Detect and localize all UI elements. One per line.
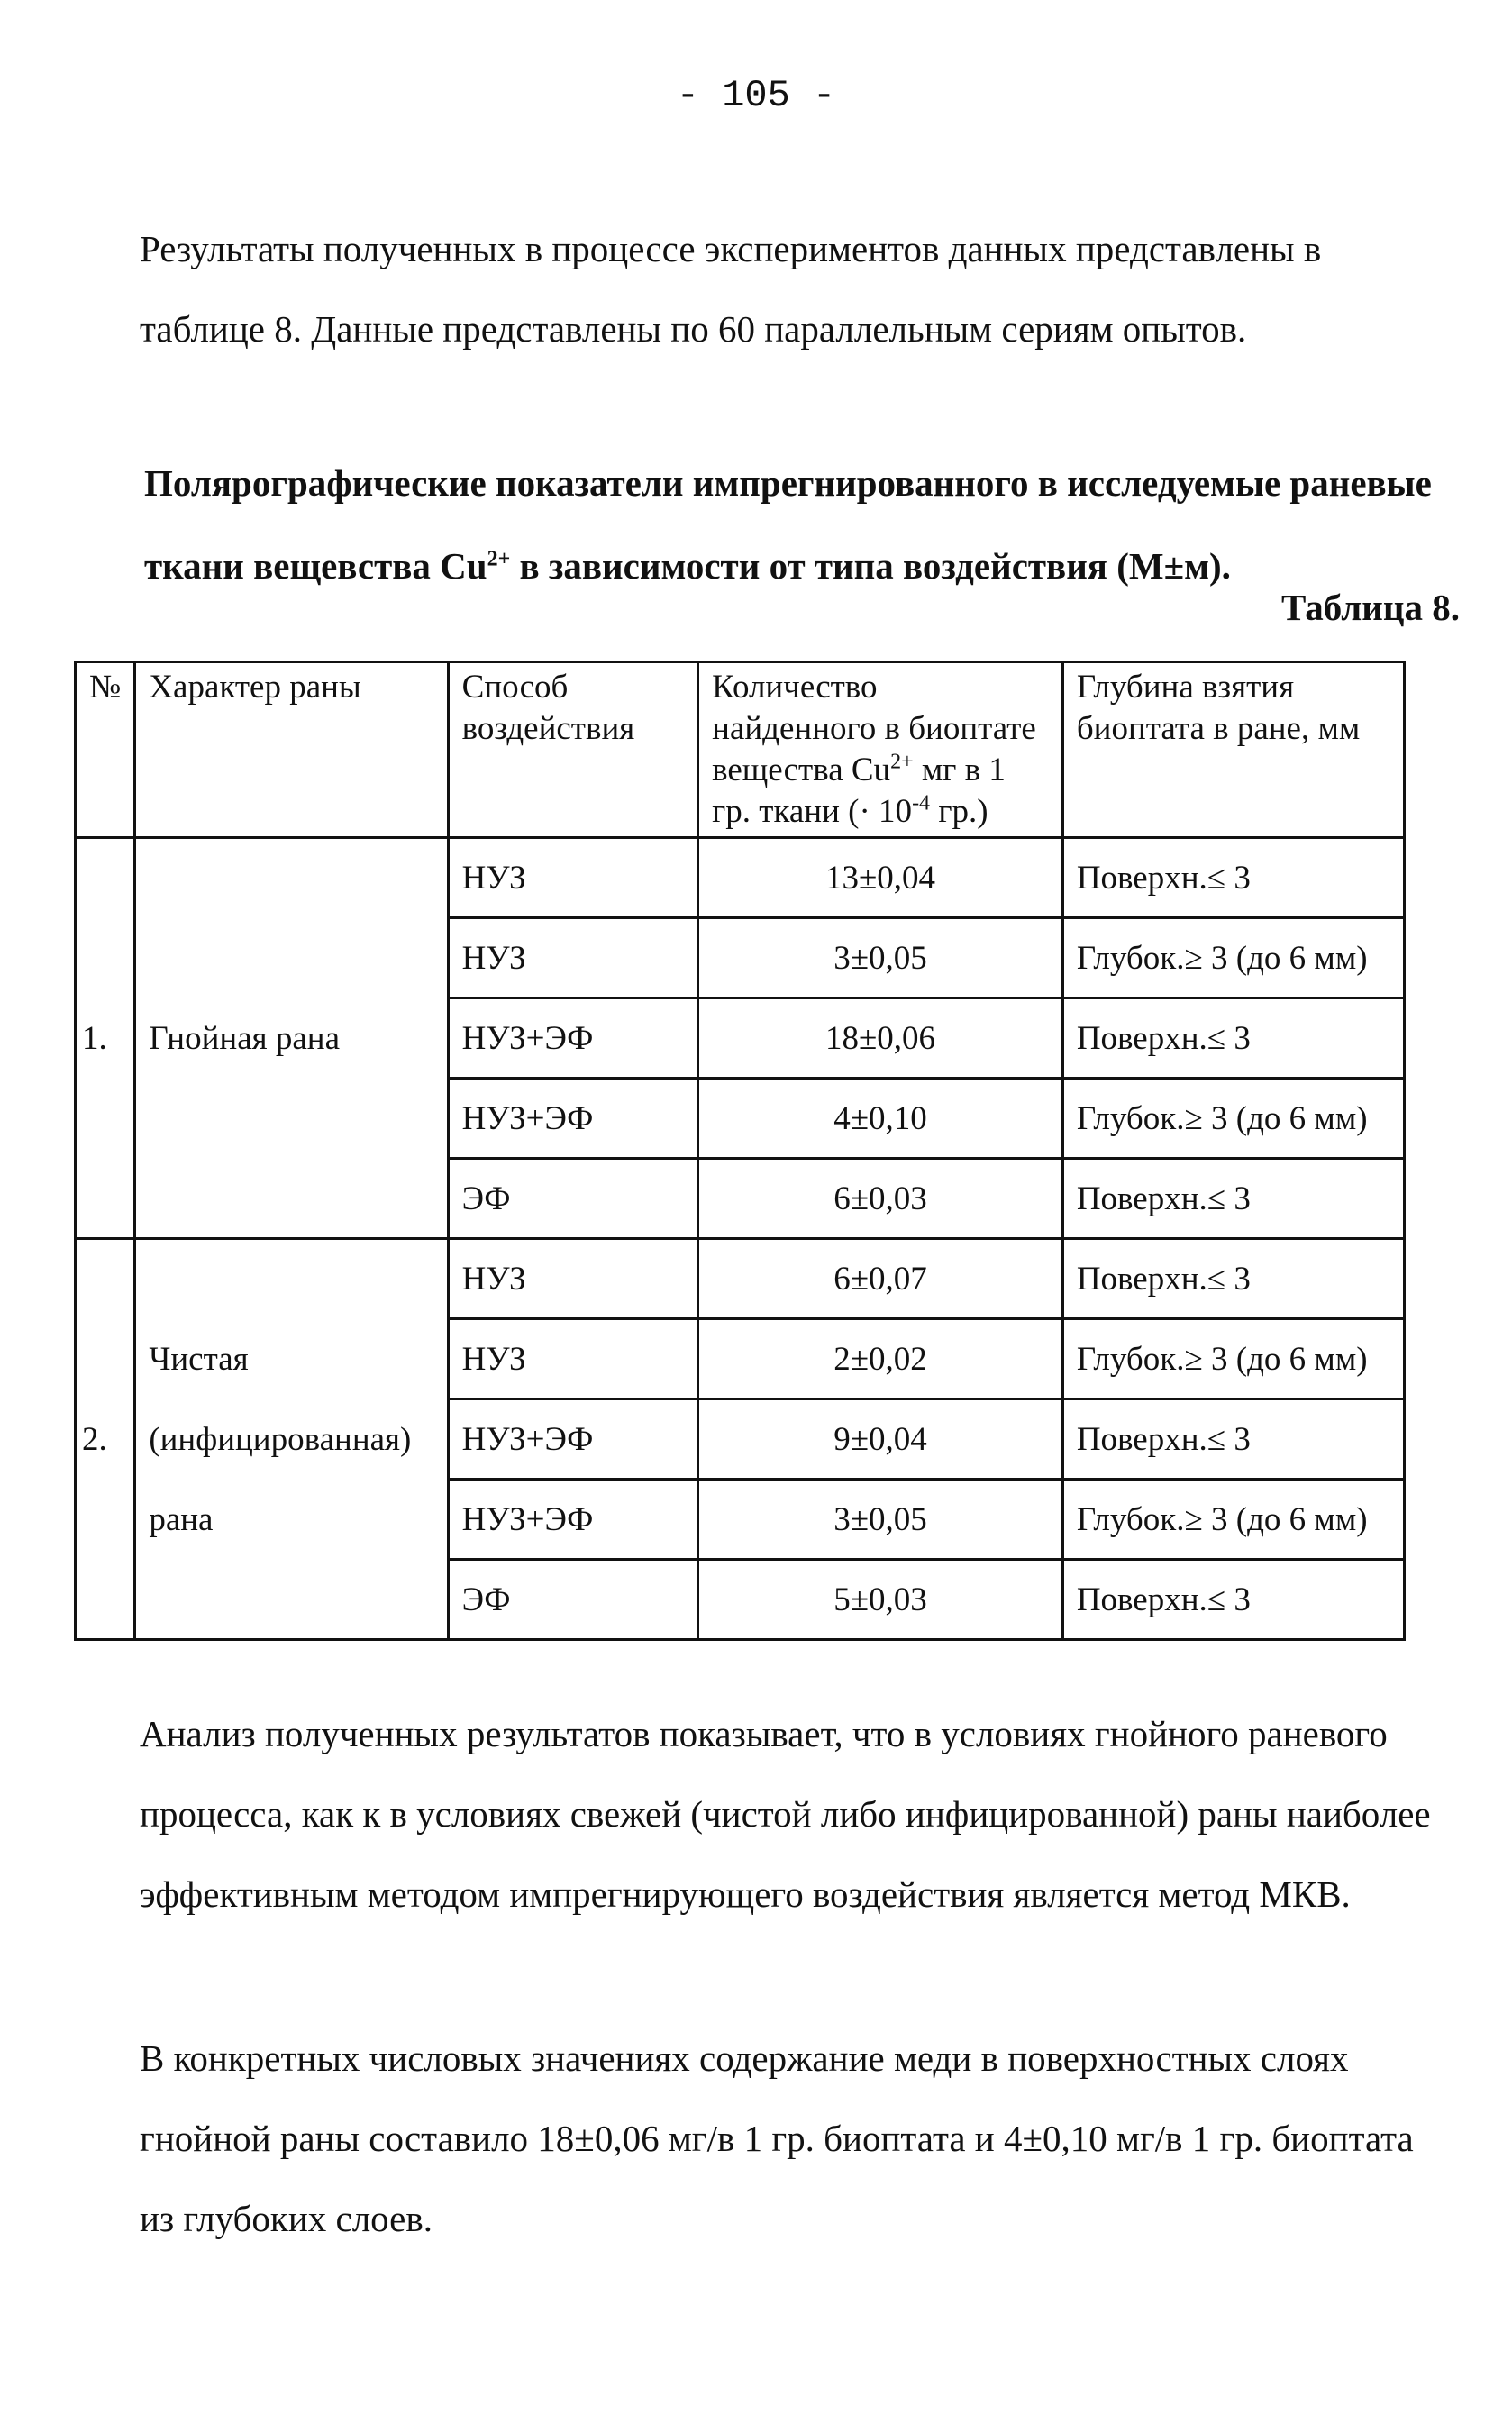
depth-cell: Поверхн.≤ 3 [1062, 1159, 1404, 1239]
quantity-cell: 3±0,05 [698, 918, 1063, 998]
wound-type: Гнойная рана [135, 838, 448, 1239]
table-title-superscript: 2+ [487, 547, 511, 571]
depth-cell: Поверхн.≤ 3 [1062, 838, 1404, 918]
table-row [76, 1239, 1405, 1319]
wound-type: Чистая (инфицированная) рана [135, 1239, 448, 1640]
quantity-cell: 5±0,03 [698, 1560, 1063, 1640]
quantity-cell: 18±0,06 [698, 998, 1063, 1079]
depth-cell: Поверхн.≤ 3 [1062, 1560, 1404, 1640]
header-quantity-text-2: мг в 1 гр. ткани (· 10 [712, 752, 1006, 830]
table-row [76, 838, 1405, 918]
depth-cell: Поверхн.≤ 3 [1062, 1399, 1404, 1480]
quantity-cell: 4±0,10 [698, 1079, 1063, 1159]
header-num: № [76, 662, 135, 838]
method-cell: НУЗ+ЭФ [448, 998, 697, 1079]
header-quantity [698, 662, 1063, 838]
depth-cell: Глубок.≥ 3 (до 6 мм) [1062, 1079, 1404, 1159]
depth-cell: Глубок.≥ 3 (до 6 мм) [1062, 1319, 1404, 1399]
group-number: 2. [76, 1239, 135, 1640]
group-number: 1. [76, 838, 135, 1239]
analysis-paragraph: Анализ полученных результатов показывает, что в условиях гнойного раневого процесса, как к в условиях свежей (чистой либо инфицированной) раны наиболее эффективным методом импрегнирующего воздействия является метод МКВ. [140, 1713, 1431, 1915]
quantity-cell: 6±0,03 [698, 1159, 1063, 1239]
method-cell: НУЗ [448, 1239, 697, 1319]
conclusion-paragraph: В конкретных числовых значениях содержание меди в поверхностных слоях гнойной раны составило 18±0,06 мг/в 1 гр. биоптата и 4±0,10 мг/в 1 гр. биоптата из глубоких слоев. [140, 2037, 1414, 2239]
quantity-cell: 3±0,05 [698, 1480, 1063, 1560]
table-caption: Таблица 8. [1280, 587, 1460, 628]
method-cell: НУЗ [448, 918, 697, 998]
method-cell: НУЗ+ЭФ [448, 1399, 697, 1480]
method-cell: НУЗ+ЭФ [448, 1079, 697, 1159]
quantity-cell: 2±0,02 [698, 1319, 1063, 1399]
header-quantity-text-3: гр.) [930, 793, 988, 830]
header-method: Способ воздействия [448, 662, 697, 838]
header-wound: Характер раны [135, 662, 448, 838]
depth-cell: Поверхн.≤ 3 [1062, 1239, 1404, 1319]
header-quantity-sup: 2+ [890, 750, 914, 774]
header-quantity-text: Количество найденного в биоптате вещества Cu [712, 669, 1036, 788]
header-depth: Глубина взятия биоптата в ране, мм [1062, 662, 1404, 838]
method-cell: НУЗ [448, 838, 697, 918]
depth-cell: Глубок.≥ 3 (до 6 мм) [1062, 1480, 1404, 1560]
table-title-text-end: в зависимости от типа воздействия (М±м). [510, 545, 1231, 587]
intro-paragraph: Результаты полученных в процессе экспериментов данных представлены в таблице 8. Данные представлены по 60 параллельным сериям опытов. [140, 228, 1322, 350]
depth-cell: Поверхн.≤ 3 [1062, 998, 1404, 1079]
quantity-cell: 6±0,07 [698, 1239, 1063, 1319]
method-cell: НУЗ [448, 1319, 697, 1399]
method-cell: ЭФ [448, 1159, 697, 1239]
table-title [144, 442, 1451, 607]
method-cell: ЭФ [448, 1560, 697, 1640]
page-number: - 105 - [676, 74, 836, 117]
table-title-text: Полярографические показатели импрегнированного в исследуемые раневые ткани вещевства Cu [144, 462, 1432, 587]
table-header-row [76, 662, 1405, 838]
results-table [74, 661, 1406, 1641]
quantity-cell: 13±0,04 [698, 838, 1063, 918]
quantity-cell: 9±0,04 [698, 1399, 1063, 1480]
method-cell: НУЗ+ЭФ [448, 1480, 697, 1560]
depth-cell: Глубок.≥ 3 (до 6 мм) [1062, 918, 1404, 998]
header-quantity-sup-2: -4 [912, 791, 931, 816]
